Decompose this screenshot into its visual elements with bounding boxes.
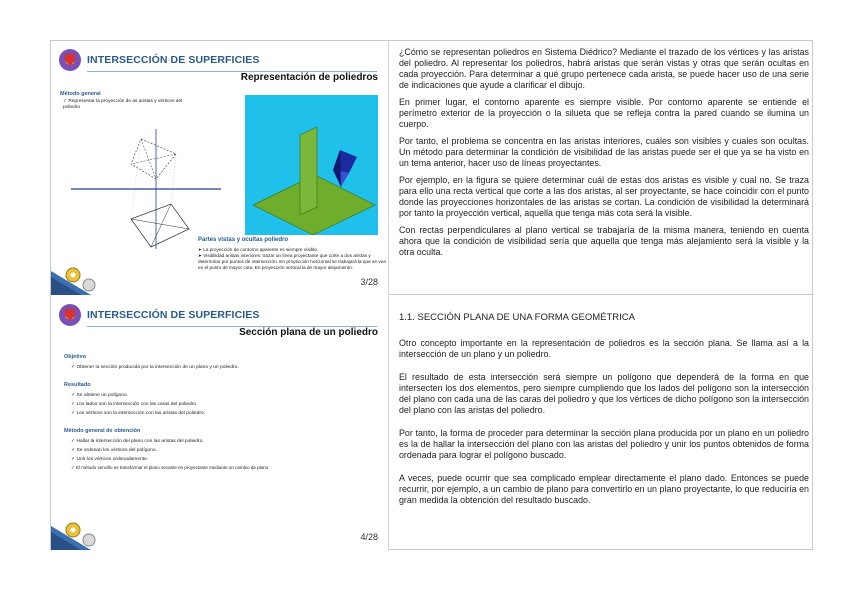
section-label-resultado: Resultado [64,382,91,388]
paragraph: Por tanto, la forma de proceder para determinar la sección plana producida por un plano en un poliedro es la de hallar la intersección del plano con las aristas del poliedro y unir los puntos obtenidos de forma ordenada para lograr el polígono buscado. [399,428,809,460]
section-heading: 1.1. SECCIÓN PLANA DE UNA FORMA GEOMÉTRICA [399,312,635,323]
subsection-bullets [198,247,386,271]
subsection-bullet: ➤ Visibilidad aristas interiores: trazar un línea proyectante que corte a dos aristas y determinar por puntos de intersección. En proyección horizontal se trabajará la que se vea en el punto de mayor cota. En proyección vertical la de mayor alejamiento. [198,253,386,270]
paragraph: El resultado de esta intersección será siempre un polígono que dependerá de la forma en que intersecten los dos elementos, pero siempre cumpliendo que los lados del polígono son la intersección del plano con cada una de las caras del poliedro y que los vértices de dicho polígono son la intersección del plano con las aristas del poliedro. [399,372,809,415]
paragraph: Por ejemplo, en la figura se quiere determinar cuál de estas dos aristas es visible y cual no. Se traza para ello una recta vertical que corte a las dos aristas, al ser proyectante, se hace coincidir con el punto donde las proyecciones horizontales de las aristas se cortan. La condición de visibilidad la determinará por tanto la proyección vertical, aquella que tenga más cota será la visible. [399,175,809,218]
paragraph: En primer lugar, el contorno aparente es siempre visible. Por contorno aparente se entiende el perímetro exterior de la proyección o la silueta que se refleja contra la pared cuando se ilumina un cuerpo. [399,97,809,129]
subsection-title: Partes vistas y ocultas poliedro [198,237,289,243]
text-column-1 [399,47,809,264]
paragraph: A veces, puede ocurrir que sea complicado emplear directamente el plano dado. Entonces se puede recurrir, por ejemplo, a un cambio de plano para convertirlo en un plano proyectante, lo que reduciría en gran medida la obtención del resultado buscado. [399,473,809,505]
subsection-bullet: ➤ La proyección de contorno aparente es siempre visible. [198,247,319,252]
slide-thumbnail-3 [51,41,389,295]
slide-title: Sección plana de un poliedro [239,327,378,338]
corner-decoration [51,253,109,295]
paragraph: Con rectas perpendiculares al plano vertical se trabajaría de la misma manera, teniendo en cuenta ahora que la condición de visibilidad sería que aquella que tenga más alejamiento será la visible y la otra oculta. [399,225,809,257]
section-label-objetivo: Objetivo [64,354,87,360]
text-column-2 [399,312,809,512]
page-row-1 [51,41,814,295]
section-item: ✓ El método sencillo es transformar el plano secante en proyectante mediante un cambio de plano [71,465,269,470]
section-item: ✓ Los vértices son la intersección con las aristas del poliedro. [71,411,206,416]
section-label-metodo: Método general de obtención [64,428,141,434]
slide-brand: INTERSECCIÓN DE SUPERFICIES [87,309,260,321]
paragraph: ¿Cómo se representan poliedros en Sistema Diédrico? Mediante el trazado de los vértices y las aristas del poliedro. Al representar los poliedros, habrá aristas que serán vistas y otras que serán ocultas en cada proyección. Para determinar a qué grupo pertenece cada arista, se puede hacer uso de una serie de indicaciones que ayude a clarificar el dibujo. [399,47,809,90]
slide-header [59,49,259,71]
slide-brand: INTERSECCIÓN DE SUPERFICIES [87,54,260,66]
paragraph: Por tanto, el problema se concentra en las aristas interiores, cuáles son visibles y cuales son ocultas. Un método para determinar la condición de visibilidad de las aristas puede ser el que ya se ha visto en un tema anterior, hacer uso de líneas proyectantes. [399,136,809,168]
slide-title: Representación de poliedros [240,72,378,83]
paragraph: Otro concepto importante en la representación de poliedros es la sección plana. Se llama así a la intersección de un plano y un poliedro. [399,338,809,359]
slide-page-number: 3/28 [360,277,378,287]
page-row-2 [51,296,814,550]
section-item: ✓ Se obtiene un polígono. [71,393,129,398]
side-label: Método general [60,91,101,97]
section-item: ✓ Se ordenan los vértices del polígono. [71,448,157,453]
side-bullet: ✓ Representar la proyección de as aristas y vértices del poliedro [63,99,183,110]
logo-icon [59,49,81,71]
section-item: ✓ Unir los vértices ordenadamente. [71,457,149,462]
logo-icon [59,304,81,326]
slide-thumbnail-4 [51,296,389,550]
section-item: ✓ Los lados son la intersección con las caras del poliedro. [71,402,198,407]
3d-render-image [245,95,378,235]
section-item: ✓ Hallar la intersección del plano con las aristas del poliedro. [71,439,204,444]
section-item: ✓ Obtener la sección producida por la intersección de un plano y un poliedro. [71,365,239,370]
slide-page-number: 4/28 [360,532,378,542]
slide-header [59,304,259,326]
document-page [50,40,813,550]
corner-decoration [51,508,109,550]
